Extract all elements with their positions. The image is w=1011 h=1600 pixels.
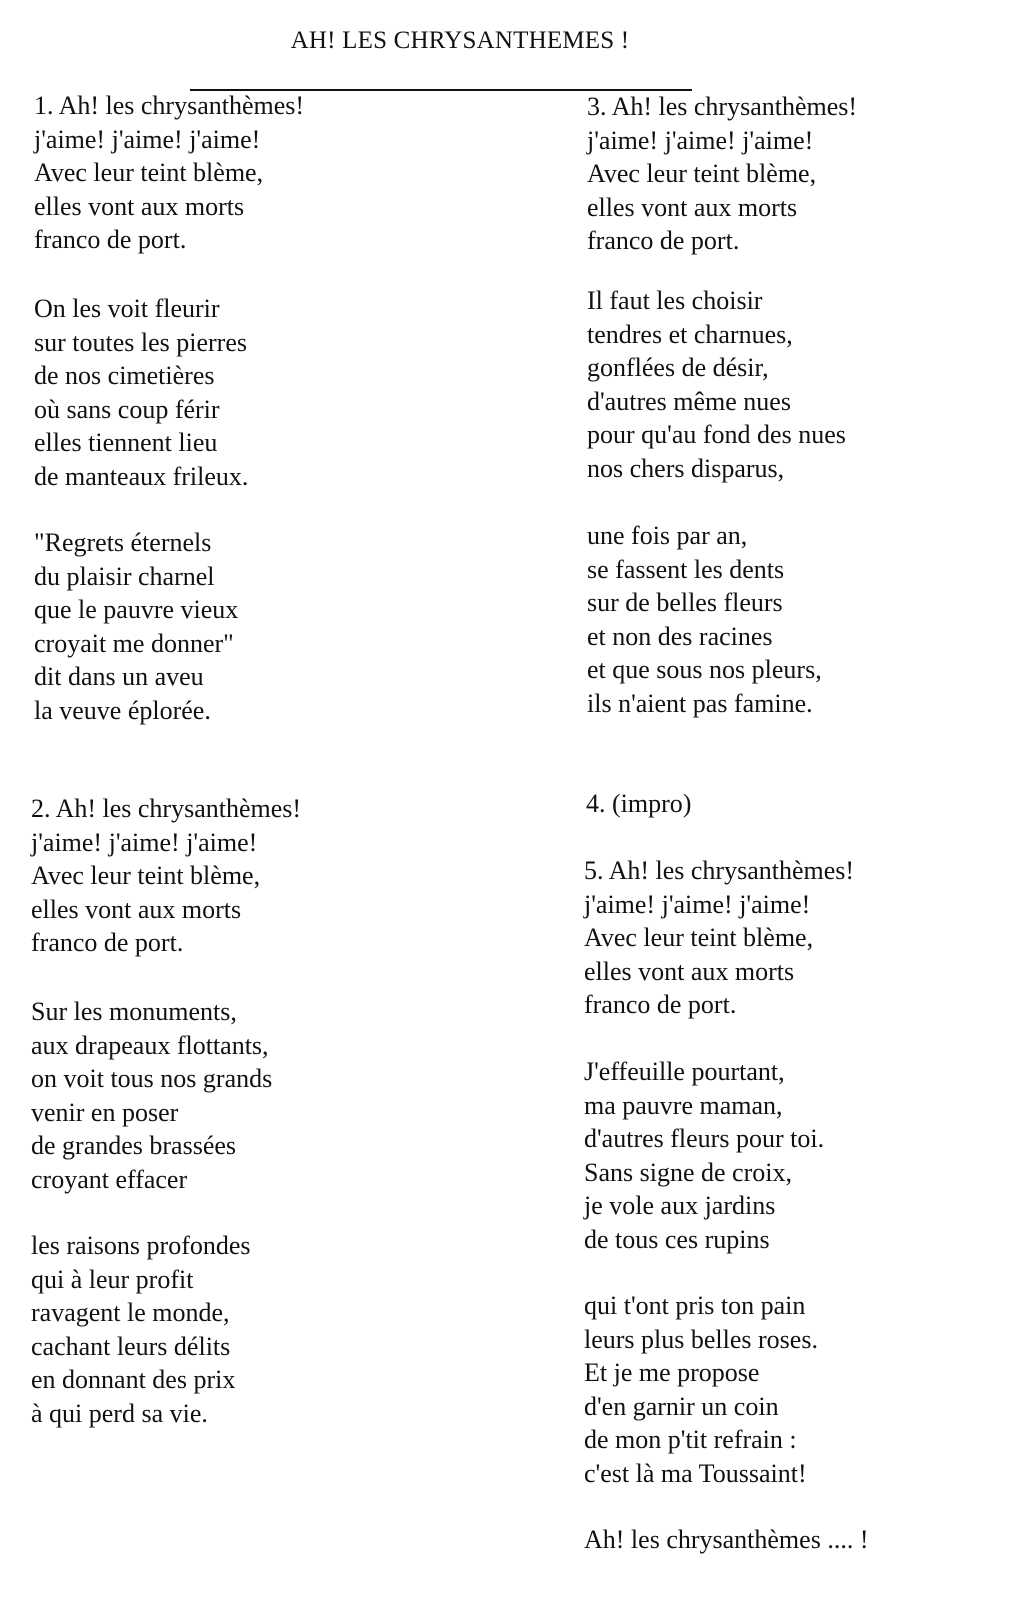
lyric-line: nos chers disparus, [587,453,785,483]
lyric-line: je vole aux jardins [584,1191,776,1221]
verse-3-refrain [587,90,857,258]
lyric-line: c'est là ma Toussaint! [584,1458,807,1488]
lyric-line: Avec leur teint blème, [587,159,817,189]
lyric-line: de nos cimetières [34,361,215,391]
lyric-line: j'aime! j'aime! j'aime! [587,125,814,155]
lyric-line: 1. Ah! les chrysanthèmes! [34,91,305,120]
lyric-line: franco de port. [34,225,187,255]
lyric-line: Et je me propose [584,1358,760,1388]
verse-5-refrain [584,854,854,1022]
lyric-line: Il faut les choisir [587,286,763,315]
lyric-line: qui à leur profit [31,1264,194,1294]
lyric-line: j'aime! j'aime! j'aime! [584,889,811,919]
lyric-line: sur de belles fleurs [587,588,783,618]
lyric-line: ma pauvre maman, [584,1090,783,1120]
lyric-line: pour qu'au fond des nues [587,420,846,450]
verse-2-stanza-2 [31,1229,251,1431]
lyric-line: j'aime! j'aime! j'aime! [34,124,261,154]
lyric-line: Sur les monuments, [31,997,237,1026]
lyric-line: elles vont aux morts [587,192,798,222]
lyric-line: venir en poser [31,1097,179,1127]
lyric-line: franco de port. [31,928,184,958]
lyric-line: d'autres même nues [587,386,791,416]
lyric-line: on voit tous nos grands [31,1064,273,1094]
lyric-line: Avec leur teint blème, [584,923,814,953]
lyric-line: que le pauvre vieux [34,595,239,625]
lyric-line: sur toutes les pierres [34,327,248,357]
verse-5-stanza-2 [584,1289,818,1491]
verse-4-impro [586,787,691,821]
lyric-line: 2. Ah! les chrysanthèmes! [31,794,302,823]
lyric-line: une fois par an, [587,521,748,550]
lyric-line: de tous ces rupins [584,1224,770,1254]
lyric-line: croyait me donner" [34,628,234,658]
lyric-line: en donnant des prix [31,1365,236,1395]
lyric-line: Sans signe de croix, [584,1157,792,1187]
lyric-line: 4. (impro) [586,789,692,818]
lyric-line: ils n'aient pas famine. [587,688,813,718]
closing-line [584,1523,868,1557]
lyric-line: 3. Ah! les chrysanthèmes! [587,92,858,121]
lyric-line: se fassent les dents [587,554,785,584]
lyric-line: du plaisir charnel [34,561,215,591]
lyric-line: ravagent le monde, [31,1298,230,1328]
verse-1-stanza-1 [34,292,248,494]
lyric-line: elles tiennent lieu [34,428,218,458]
lyric-line: Avec leur teint blème, [31,861,261,891]
lyric-line: aux drapeaux flottants, [31,1030,269,1060]
lyric-line: dit dans un aveu [34,662,204,692]
lyric-line: d'en garnir un coin [584,1391,779,1421]
lyric-line: 5. Ah! les chrysanthèmes! [584,856,855,885]
lyric-line: j'aime! j'aime! j'aime! [31,827,258,857]
lyric-line: et que sous nos pleurs, [587,655,822,685]
lyric-line: les raisons profondes [31,1231,251,1260]
lyric-line: qui t'ont pris ton pain [584,1291,806,1320]
song-title: AH! LES CHRYSANTHEMES ! [290,27,630,54]
verse-2-stanza-1 [31,995,272,1197]
lyric-line: croyant effacer [31,1164,188,1194]
lyric-line: J'effeuille pourtant, [584,1057,785,1086]
lyric-line: de mon p'tit refrain : [584,1425,797,1455]
lyric-line: elles vont aux morts [584,956,795,986]
lyric-line: Ah! les chrysanthèmes .... ! [584,1525,869,1554]
lyric-line: elles vont aux morts [34,191,245,221]
lyric-line: gonflées de désir, [587,353,769,383]
verse-1-refrain [34,89,304,257]
lyric-line: leurs plus belles roses. [584,1324,818,1354]
lyric-line: "Regrets éternels [34,528,212,557]
lyric-line: et non des racines [587,621,773,651]
lyric-line: où sans coup férir [34,394,220,424]
verse-3-stanza-1 [587,284,846,486]
lyric-line: On les voit fleurir [34,294,220,323]
lyric-line: franco de port. [587,226,740,256]
lyric-line: de manteaux frileux. [34,461,249,491]
lyric-line: cachant leurs délits [31,1331,231,1361]
verse-3-stanza-2 [587,519,822,721]
lyric-line: la veuve éplorée. [34,695,211,725]
lyric-line: franco de port. [584,990,737,1020]
lyric-line: d'autres fleurs pour toi. [584,1124,825,1154]
verse-5-stanza-1 [584,1055,824,1257]
lyric-line: à qui perd sa vie. [31,1398,208,1428]
verse-2-refrain [31,792,301,960]
verse-1-stanza-2 [34,526,238,728]
lyric-line: Avec leur teint blème, [34,158,264,188]
lyric-line: tendres et charnues, [587,319,793,349]
lyric-line: elles vont aux morts [31,894,242,924]
lyric-line: de grandes brassées [31,1131,237,1161]
